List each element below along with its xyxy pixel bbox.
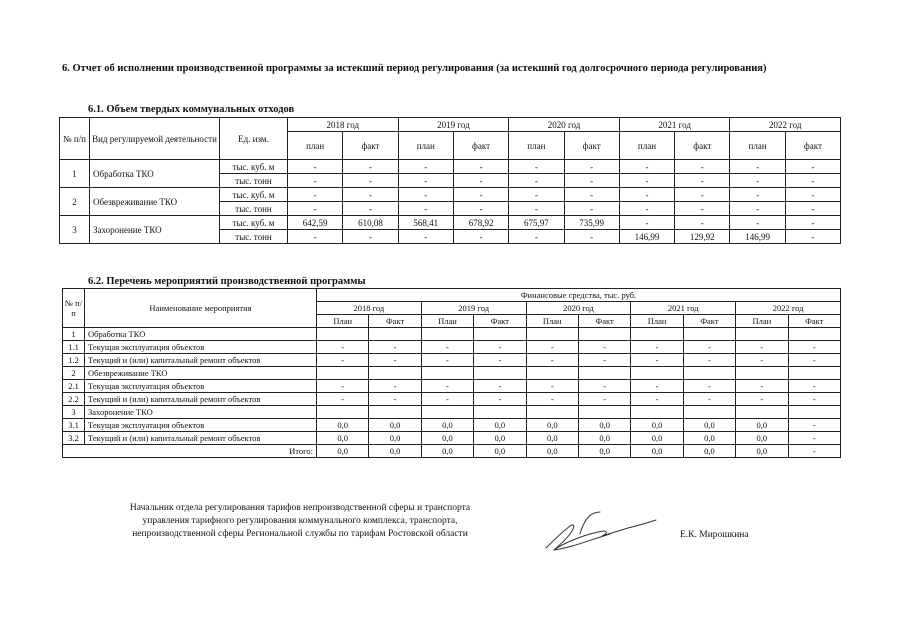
plan-header: План (631, 315, 683, 328)
value-cell: - (343, 202, 398, 216)
value-cell: - (474, 380, 526, 393)
row-number: 2.1 (63, 380, 85, 393)
value-cell: - (675, 188, 730, 202)
value-cell: - (788, 380, 840, 393)
value-cell: - (736, 393, 788, 406)
value-cell: - (730, 188, 785, 202)
table-row (63, 432, 841, 445)
value-cell: - (288, 202, 343, 216)
value-cell (736, 328, 788, 341)
value-cell: - (675, 160, 730, 174)
value-cell: - (631, 393, 683, 406)
col-num-header: № п/п (60, 118, 90, 160)
value-cell: - (785, 160, 840, 174)
value-cell: - (288, 230, 343, 244)
section-6-1-title: 6.1. Объем твердых коммунальных отходов (88, 104, 295, 115)
value-cell: - (736, 341, 788, 354)
col-activity-header: Вид регулируемой деятельности (90, 118, 220, 160)
value-cell: 568,41 (398, 216, 453, 230)
total-value: - (788, 445, 840, 458)
value-cell (683, 406, 735, 419)
value-cell: - (343, 160, 398, 174)
value-cell: 678,92 (453, 216, 508, 230)
activity-name: Захоронение ТКО (90, 216, 220, 244)
signatory-line: управления тарифного регулирования коммунального комплекса, транспорта, (142, 516, 458, 526)
value-cell: - (509, 230, 564, 244)
value-cell: - (288, 188, 343, 202)
value-cell: - (526, 341, 578, 354)
handwritten-signature (540, 510, 660, 555)
value-cell: - (683, 354, 735, 367)
total-value: 0,0 (526, 445, 578, 458)
value-cell: 0,0 (631, 419, 683, 432)
plan-header: План (421, 315, 473, 328)
value-cell: - (788, 354, 840, 367)
plan-header: План (526, 315, 578, 328)
value-cell: - (619, 202, 674, 216)
value-cell: - (453, 202, 508, 216)
year-header: 2022 год (736, 302, 841, 315)
value-cell: - (619, 216, 674, 230)
value-cell: - (788, 432, 840, 445)
value-cell: - (453, 188, 508, 202)
plan-header: план (509, 132, 564, 160)
row-number: 3 (60, 216, 90, 244)
section-6-2-title: 6.2. Перечень мероприятий производственной программы (88, 276, 366, 287)
value-cell: - (578, 354, 630, 367)
value-cell: 0,0 (631, 432, 683, 445)
signatory-title (70, 502, 530, 541)
unit-cell: тыс. куб. м (220, 160, 288, 174)
value-cell: - (785, 174, 840, 188)
value-cell: - (683, 341, 735, 354)
year-header: 2020 год (509, 118, 620, 132)
value-cell: - (619, 188, 674, 202)
value-cell (421, 328, 473, 341)
total-value: 0,0 (683, 445, 735, 458)
plan-header: план (288, 132, 343, 160)
total-value: 0,0 (421, 445, 473, 458)
value-cell: - (736, 354, 788, 367)
fact-header: Факт (474, 315, 526, 328)
value-cell (736, 406, 788, 419)
value-cell: - (453, 160, 508, 174)
total-label: Итого: (63, 445, 317, 458)
value-cell: - (785, 230, 840, 244)
measure-name: Текущий и (или) капитальный ремонт объектов (85, 393, 317, 406)
value-cell: 642,59 (288, 216, 343, 230)
value-cell: - (730, 174, 785, 188)
value-cell: 735,99 (564, 216, 619, 230)
year-header: 2018 год (317, 302, 422, 315)
table-row (63, 393, 841, 406)
fact-header: факт (453, 132, 508, 160)
value-cell: - (578, 393, 630, 406)
value-cell: - (788, 341, 840, 354)
value-cell: - (474, 341, 526, 354)
value-cell: - (317, 354, 369, 367)
row-number: 3.2 (63, 432, 85, 445)
value-cell (788, 406, 840, 419)
value-cell: - (526, 393, 578, 406)
row-number: 2 (60, 188, 90, 216)
value-cell: - (369, 354, 421, 367)
plan-header: план (730, 132, 785, 160)
activity-name: Обработка ТКО (90, 160, 220, 188)
value-cell (526, 367, 578, 380)
value-cell (317, 406, 369, 419)
measure-name: Обработка ТКО (85, 328, 317, 341)
year-header: 2019 год (421, 302, 526, 315)
unit-cell: тыс. тонн (220, 230, 288, 244)
fact-header: Факт (578, 315, 630, 328)
value-cell: - (631, 380, 683, 393)
value-cell (683, 367, 735, 380)
value-cell: - (369, 393, 421, 406)
value-cell (369, 328, 421, 341)
value-cell: - (509, 188, 564, 202)
waste-volume-table (59, 117, 841, 244)
value-cell: - (785, 202, 840, 216)
value-cell: - (474, 393, 526, 406)
value-cell: - (453, 230, 508, 244)
row-number: 1.1 (63, 341, 85, 354)
table-row (63, 328, 841, 341)
value-cell: - (675, 216, 730, 230)
value-cell: - (526, 380, 578, 393)
table-row (63, 380, 841, 393)
value-cell: 129,92 (675, 230, 730, 244)
value-cell: - (398, 160, 453, 174)
value-cell: - (730, 202, 785, 216)
value-cell (788, 328, 840, 341)
value-cell: - (788, 393, 840, 406)
measure-name: Текущая эксплуатация объектов (85, 380, 317, 393)
value-cell: - (398, 188, 453, 202)
value-cell: - (730, 160, 785, 174)
value-cell: 0,0 (421, 432, 473, 445)
year-header: 2021 год (631, 302, 736, 315)
value-cell: - (369, 341, 421, 354)
value-cell: - (398, 174, 453, 188)
measure-name: Текущая эксплуатация объектов (85, 341, 317, 354)
table-row (63, 406, 841, 419)
value-cell: - (453, 174, 508, 188)
value-cell: - (736, 380, 788, 393)
value-cell: - (509, 202, 564, 216)
total-value: 0,0 (317, 445, 369, 458)
signatory-line: Начальник отдела регулирования тарифов непроизводственной сферы и транспорта (129, 503, 471, 513)
row-number: 2.2 (63, 393, 85, 406)
value-cell: 0,0 (526, 419, 578, 432)
table-row (63, 367, 841, 380)
value-cell (631, 367, 683, 380)
plan-header: План (317, 315, 369, 328)
value-cell (526, 406, 578, 419)
measure-name: Обезвреживание ТКО (85, 367, 317, 380)
value-cell: - (675, 202, 730, 216)
value-cell: - (317, 341, 369, 354)
value-cell (474, 367, 526, 380)
value-cell: 0,0 (526, 432, 578, 445)
value-cell: 0,0 (736, 419, 788, 432)
value-cell: 0,0 (578, 419, 630, 432)
year-header: 2020 год (526, 302, 631, 315)
value-cell: - (683, 393, 735, 406)
row-number: 1 (63, 328, 85, 341)
year-header: 2021 год (619, 118, 730, 132)
table-row (60, 188, 841, 202)
value-cell: 610,08 (343, 216, 398, 230)
row-number: 2 (63, 367, 85, 380)
fact-header: факт (675, 132, 730, 160)
value-cell: 0,0 (683, 419, 735, 432)
value-cell: - (631, 354, 683, 367)
value-cell: - (730, 216, 785, 230)
col-num-header: № п/п (63, 289, 85, 328)
table-row (63, 354, 841, 367)
fact-header: факт (564, 132, 619, 160)
value-cell: - (343, 230, 398, 244)
value-cell: 0,0 (369, 432, 421, 445)
value-cell (474, 406, 526, 419)
value-cell: 0,0 (317, 432, 369, 445)
row-number: 1 (60, 160, 90, 188)
value-cell: - (421, 380, 473, 393)
value-cell: - (421, 341, 473, 354)
value-cell (317, 367, 369, 380)
unit-cell: тыс. куб. м (220, 216, 288, 230)
measure-name: Текущая эксплуатация объектов (85, 419, 317, 432)
plan-header: план (619, 132, 674, 160)
row-number: 1.2 (63, 354, 85, 367)
value-cell: - (788, 419, 840, 432)
value-cell (631, 328, 683, 341)
plan-header: План (736, 315, 788, 328)
table-row (63, 419, 841, 432)
value-cell: 0,0 (736, 432, 788, 445)
value-cell: - (564, 188, 619, 202)
signatory-line: непроизводственной сферы Региональной службы по тарифам Ростовской области (132, 529, 468, 539)
value-cell (421, 367, 473, 380)
fact-header: Факт (788, 315, 840, 328)
value-cell (421, 406, 473, 419)
total-row (63, 445, 841, 458)
value-cell: - (369, 380, 421, 393)
value-cell (788, 367, 840, 380)
row-number: 3 (63, 406, 85, 419)
value-cell: - (564, 202, 619, 216)
fact-header: факт (343, 132, 398, 160)
value-cell: 0,0 (578, 432, 630, 445)
total-value: 0,0 (369, 445, 421, 458)
value-cell: 0,0 (474, 419, 526, 432)
value-cell: - (317, 393, 369, 406)
value-cell (474, 328, 526, 341)
total-value: 0,0 (578, 445, 630, 458)
total-value: 0,0 (736, 445, 788, 458)
table-row (60, 216, 841, 230)
value-cell (736, 367, 788, 380)
value-cell: - (683, 380, 735, 393)
value-cell: - (564, 230, 619, 244)
value-cell: - (564, 160, 619, 174)
value-cell: - (675, 174, 730, 188)
finance-header: Финансовые средства, тыс. руб. (317, 289, 841, 302)
value-cell: - (474, 354, 526, 367)
value-cell: - (398, 202, 453, 216)
unit-cell: тыс. тонн (220, 174, 288, 188)
total-value: 0,0 (474, 445, 526, 458)
value-cell: - (509, 160, 564, 174)
activity-name: Обезвреживание ТКО (90, 188, 220, 216)
value-cell: - (526, 354, 578, 367)
value-cell: - (343, 174, 398, 188)
fact-header: Факт (369, 315, 421, 328)
value-cell: 0,0 (683, 432, 735, 445)
value-cell: 0,0 (421, 419, 473, 432)
value-cell (631, 406, 683, 419)
fact-header: Факт (683, 315, 735, 328)
value-cell: - (509, 174, 564, 188)
measure-name: Текущий и (или) капитальный ремонт объектов (85, 354, 317, 367)
year-header: 2019 год (398, 118, 509, 132)
value-cell: - (317, 380, 369, 393)
value-cell: 146,99 (619, 230, 674, 244)
value-cell: - (631, 341, 683, 354)
value-cell: - (619, 174, 674, 188)
value-cell: - (619, 160, 674, 174)
value-cell: - (578, 380, 630, 393)
value-cell: - (398, 230, 453, 244)
value-cell (369, 406, 421, 419)
value-cell: 0,0 (474, 432, 526, 445)
measure-name: Захоронение ТКО (85, 406, 317, 419)
plan-header: план (398, 132, 453, 160)
total-value: 0,0 (631, 445, 683, 458)
value-cell: - (343, 188, 398, 202)
col-name-header: Наименование мероприятия (85, 289, 317, 328)
unit-cell: тыс. куб. м (220, 188, 288, 202)
value-cell: - (564, 174, 619, 188)
value-cell (317, 328, 369, 341)
value-cell: 0,0 (369, 419, 421, 432)
value-cell: 675,97 (509, 216, 564, 230)
value-cell (526, 328, 578, 341)
year-header: 2018 год (288, 118, 399, 132)
value-cell: - (578, 341, 630, 354)
value-cell: - (421, 354, 473, 367)
value-cell: - (421, 393, 473, 406)
report-heading: 6. Отчет об исполнении производственной программы за истекший период регулирования (за истекший год долгосрочного периода регулирования) (62, 63, 767, 74)
measure-name: Текущий и (или) капитальный ремонт объектов (85, 432, 317, 445)
measures-table (62, 288, 841, 458)
value-cell (578, 406, 630, 419)
value-cell: - (288, 160, 343, 174)
value-cell: 0,0 (317, 419, 369, 432)
signatory-name: Е.К. Мирошкина (680, 530, 749, 540)
value-cell: 146,99 (730, 230, 785, 244)
col-unit-header: Ед. изм. (220, 118, 288, 160)
row-number: 3.1 (63, 419, 85, 432)
value-cell: - (785, 188, 840, 202)
table-row (63, 341, 841, 354)
value-cell (369, 367, 421, 380)
table-row (60, 160, 841, 174)
fact-header: факт (785, 132, 840, 160)
value-cell: - (785, 216, 840, 230)
unit-cell: тыс. тонн (220, 202, 288, 216)
value-cell (578, 328, 630, 341)
value-cell: - (288, 174, 343, 188)
value-cell (578, 367, 630, 380)
year-header: 2022 год (730, 118, 841, 132)
value-cell (683, 328, 735, 341)
